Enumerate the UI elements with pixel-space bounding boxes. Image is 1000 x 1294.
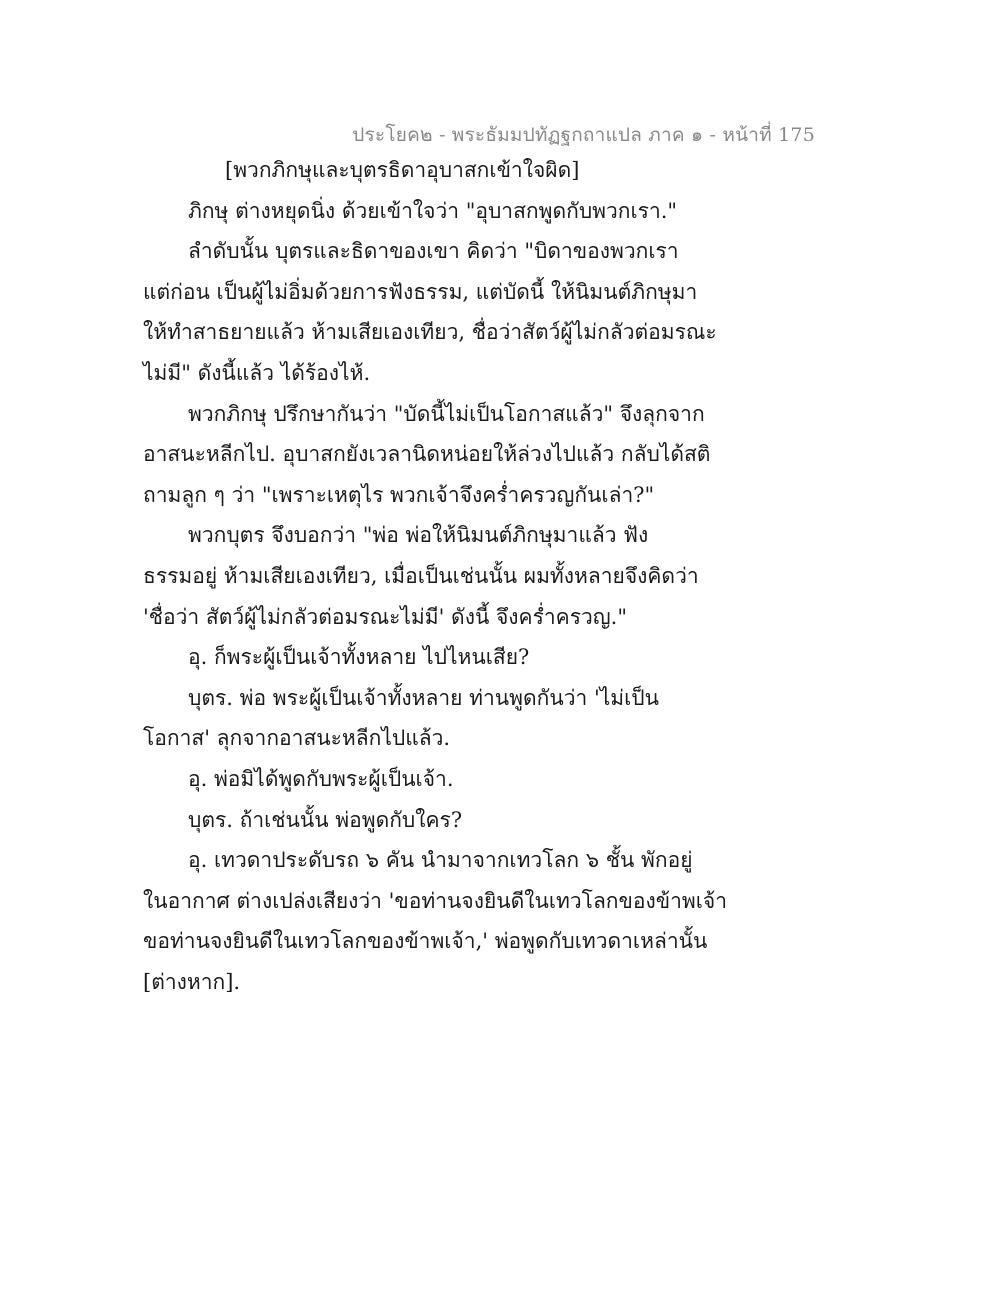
paragraph-line: 'ชื่อว่า สัตว์ผู้ไม่กลัวต่อมรณะไม่มี' ดังนี้ จึงคร่ำครวญ." [143, 604, 628, 629]
paragraph-line: บุตร. พ่อ พระผู้เป็นเจ้าทั้งหลาย ท่านพูดกันว่า 'ไม่เป็น [188, 685, 659, 710]
body-text [143, 150, 728, 1002]
paragraph-line: อาสนะหลีกไป. อุบาสกยังเวลานิดหน่อยให้ล่วงไปแล้ว กลับได้สติ [143, 442, 711, 467]
paragraph-line: บุตร. ถ้าเช่นนั้น พ่อพูดกับใคร? [188, 807, 463, 832]
paragraph-line: พวกบุตร จึงบอกว่า "พ่อ พ่อให้นิมนต์ภิกษุมาแล้ว ฟัง [188, 523, 649, 548]
paragraph-line: อุ. ก็พระผู้เป็นเจ้าทั้งหลาย ไปไหนเสีย? [188, 645, 530, 670]
paragraph-line: พวกภิกษุ ปรึกษากันว่า "บัดนี้ไม่เป็นโอกาสแล้ว" จึงลุกจาก [188, 401, 705, 426]
paragraph-line: ถามลูก ๆ ว่า "เพราะเหตุไร พวกเจ้าจึงคร่ำครวญกันเล่า?" [143, 482, 655, 507]
paragraph-line: [ต่างหาก]. [143, 969, 241, 994]
paragraph-line: ลำดับนั้น บุตรและธิดาของเขา คิดว่า "บิดาของพวกเรา [188, 239, 679, 264]
section-heading: [พวกภิกษุและบุตรธิดาอุบาสกเข้าใจผิด] [225, 158, 580, 182]
paragraph-line: อุ. พ่อมิได้พูดกับพระผู้เป็นเจ้า. [188, 766, 454, 791]
running-header: ประโยค๒ - พระธัมมปทัฏฐกถาแปล ภาค ๑ - หน้าที่ 175 [352, 124, 815, 146]
paragraph-line: ให้ทำสาธยายแล้ว ห้ามเสียเองเทียว, ชื่อว่าสัตว์ผู้ไม่กลัวต่อมรณะ [143, 320, 717, 345]
paragraph-line: แต่ก่อน เป็นผู้ไม่อิ่มด้วยการฟังธรรม, แต่บัดนี้ ให้นิมนต์ภิกษุมา [143, 279, 698, 304]
paragraph-line: ธรรมอยู่ ห้ามเสียเองเทียว, เมื่อเป็นเช่นนั้น ผมทั้งหลายจึงคิดว่า [143, 563, 699, 588]
paragraph-line: ในอากาศ ต่างเปล่งเสียงว่า 'ขอท่านจงยินดีในเทวโลกของข้าพเจ้า [143, 888, 728, 913]
paragraph-line: ขอท่านจงยินดีในเทวโลกของข้าพเจ้า,' พ่อพูดกับเทวดาเหล่านั้น [143, 929, 708, 954]
paragraph-line: อุ. เทวดาประดับรถ ๖ คัน นำมาจากเทวโลก ๖ ชั้น พักอยู่ [188, 848, 693, 873]
paragraph-line: ภิกษุ ต่างหยุดนิ่ง ด้วยเข้าใจว่า "อุบาสกพูดกับพวกเรา." [188, 198, 678, 223]
paragraph-line: โอกาส' ลุกจากอาสนะหลีกไปแล้ว. [143, 726, 451, 751]
paragraph-line: ไม่มี" ดังนี้แล้ว ได้ร้องไห้. [143, 360, 371, 385]
